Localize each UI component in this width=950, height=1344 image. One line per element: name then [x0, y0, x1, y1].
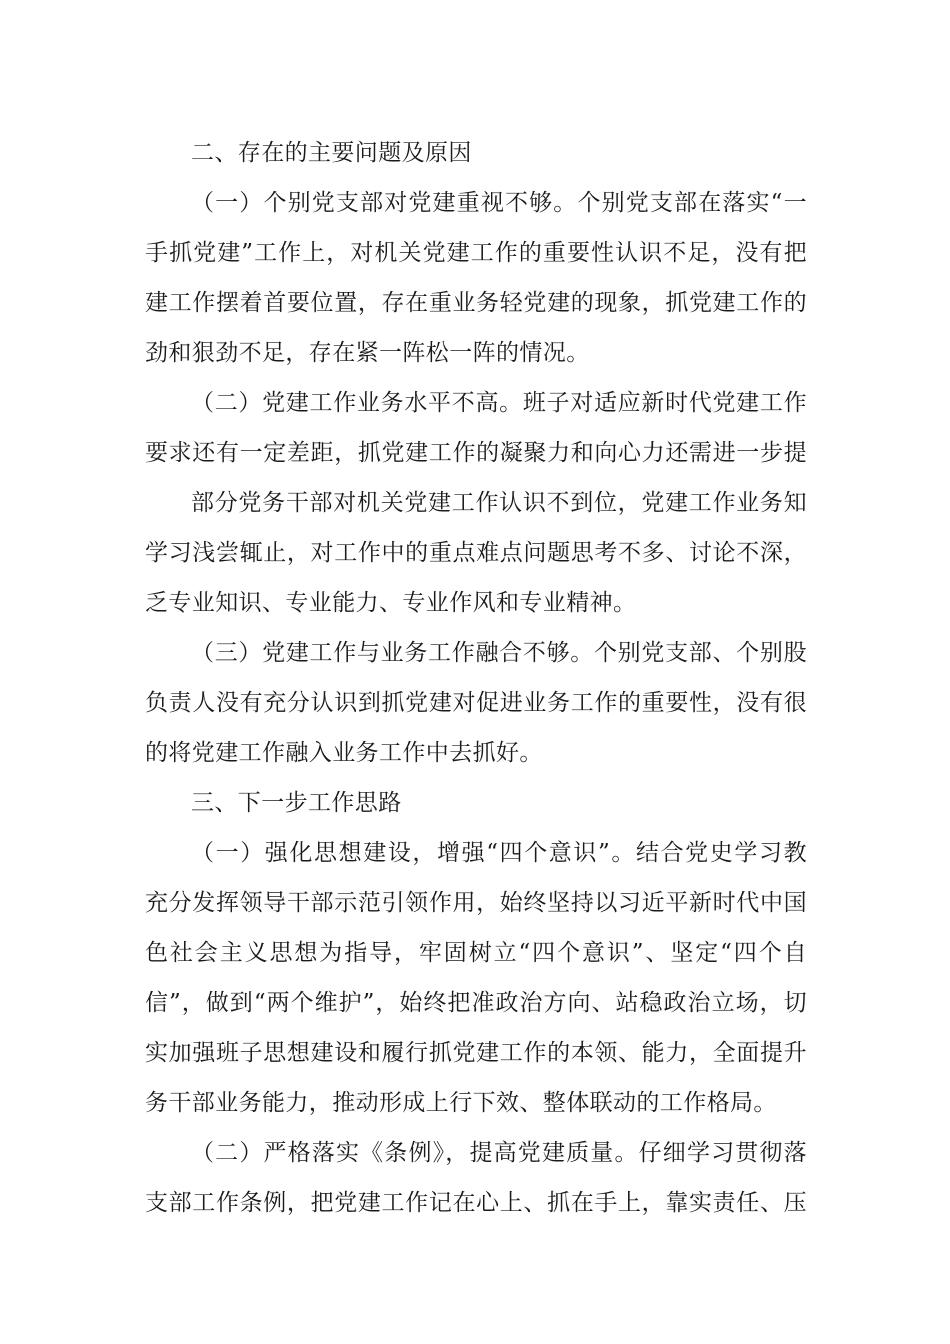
- paragraph-line: 色社会主义思想为指导，牢固树立“四个意识”、坚定“四个自: [145, 940, 807, 966]
- paragraph-line: 学习浅尝辄止，对工作中的重点难点问题思考不多、讨论不深，: [145, 540, 807, 566]
- paragraph-line: 实加强班子思想建设和履行抓党建工作的本领、能力，全面提升: [145, 1040, 807, 1066]
- paragraph-line: 务干部业务能力，推动形成上行下效、整体联动的工作格局。: [145, 1090, 777, 1116]
- document-body: [145, 128, 807, 1228]
- paragraph-line: 支部工作条例，把党建工作记在心上、抓在手上，靠实责任、压: [145, 1190, 807, 1216]
- paragraph-line: 要求还有一定差距，抓党建工作的凝聚力和向心力还需进一步提: [145, 440, 807, 466]
- paragraph-line: （三）党建工作与业务工作融合不够。个别党支部、个别股: [191, 640, 807, 666]
- paragraph-line: 建工作摆着首要位置，存在重业务轻党建的现象，抓党建工作的: [145, 290, 807, 316]
- paragraph-line: 信”，做到“两个维护”，始终把准政治方向、站稳政治立场，切: [145, 990, 807, 1016]
- section-heading: 二、存在的主要问题及原因: [191, 140, 472, 166]
- paragraph-line: （二）党建工作业务水平不高。班子对适应新时代党建工作: [191, 390, 807, 416]
- paragraph-line: 充分发挥领导干部示范引领作用，始终坚持以习近平新时代中国: [145, 890, 807, 916]
- paragraph-line: （一）强化思想建设，增强“四个意识”。结合党史学习教: [191, 840, 807, 866]
- paragraph-line: （二）严格落实《条例》，提高党建质量。仔细学习贯彻落: [191, 1140, 807, 1166]
- paragraph-line: （一）个别党支部对党建重视不够。个别党支部在落实“一: [191, 190, 807, 216]
- paragraph-line: 手抓党建”工作上，对机关党建工作的重要性认识不足，没有把: [145, 240, 807, 266]
- paragraph-line: 劲和狠劲不足，存在紧一阵松一阵的情况。: [145, 340, 590, 366]
- paragraph-line: 部分党务干部对机关党建工作认识不到位，党建工作业务知: [191, 490, 807, 516]
- paragraph-line: 负责人没有充分认识到抓党建对促进业务工作的重要性，没有很: [145, 690, 807, 716]
- paragraph-line: 乏专业知识、专业能力、专业作风和专业精神。: [145, 590, 637, 616]
- section-heading: 三、下一步工作思路: [191, 790, 402, 816]
- paragraph-line: 的将党建工作融入业务工作中去抓好。: [145, 740, 543, 766]
